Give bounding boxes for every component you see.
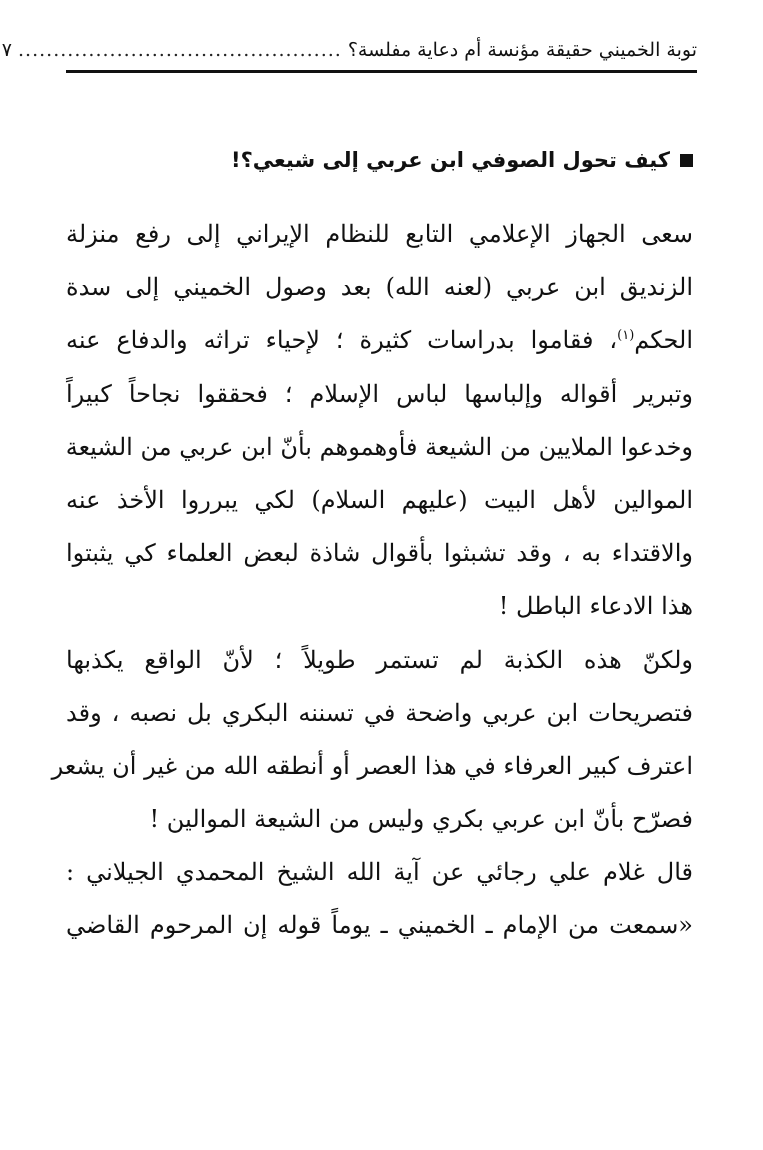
text-line: قال غلام علي رجائي عن آية الله الشيخ المحمدي الجيلاني : (66, 858, 693, 887)
text-line (66, 314, 693, 367)
text-line: هذا الادعاء الباطل ! (498, 592, 693, 621)
footnote-reference: (١) (617, 328, 635, 344)
text-line: فصرّح بأنّ ابن عربي بكري وليس من الشيعة الموالين ! (149, 805, 693, 834)
page-number: ٧ (1, 39, 13, 61)
section-heading-text: كيف تحول الصوفي ابن عربي إلى شيعي؟! (231, 148, 670, 172)
paragraph-2 (51, 634, 694, 847)
running-header-title: توبة الخميني حقيقة مؤنسة أم دعاية مفلسة؟ (347, 39, 697, 61)
paragraph-3 (66, 846, 693, 952)
body-text (51, 208, 694, 953)
text-line: وخدعوا الملايين من الشيعة فأوهموهم بأنّ ابن عربي من الشيعة (65, 432, 693, 461)
text-line: اعترف كبير العرفاء في هذا العصر أو أنطقه الله من غير أن يشعر (51, 751, 693, 780)
running-header-leader-dots: .............................................. (18, 39, 342, 61)
text-line: سعى الجهاز الإعلامي التابع للنظام الإيراني إلى رفع منزلة (66, 220, 693, 248)
text-line: «سمعت من الإمام ـ الخميني ـ يوماً قوله إن المرحوم القاضي (66, 911, 693, 940)
text-line: ولكنّ هذه الكذبة لم تستمر طويلاً ؛ لأنّ الواقع يكذبها (66, 645, 693, 674)
text-line: الزنديق ابن عربي (لعنه الله) بعد وصول الخميني إلى سدة (66, 273, 693, 302)
text-line: الموالين لأهل البيت (عليهم السلام) لكي يبرروا الأخذ عنه (66, 485, 693, 514)
text-line: وتبرير أقواله وإلباسها لباس الإسلام ؛ فحققوا نجاحاً كبيراً (66, 379, 693, 408)
text-line: والاقتداء به ، وقد تشبثوا بأقوال شاذة لبعض العلماء كي يثبتوا (66, 539, 693, 568)
header-rule (66, 70, 697, 73)
text-line: فتصريحات ابن عربي واضحة في تسننه البكري بل نصبه ، وقد (66, 698, 694, 727)
text-fragment: الحكم (634, 326, 693, 355)
paragraph-1 (66, 208, 693, 634)
running-header (1, 30, 697, 70)
text-fragment: ، فقاموا بدراسات كثيرة ؛ لإحياء تراثه والدفاع عنه (66, 326, 618, 355)
square-bullet-icon (680, 154, 693, 167)
section-heading (66, 140, 693, 180)
